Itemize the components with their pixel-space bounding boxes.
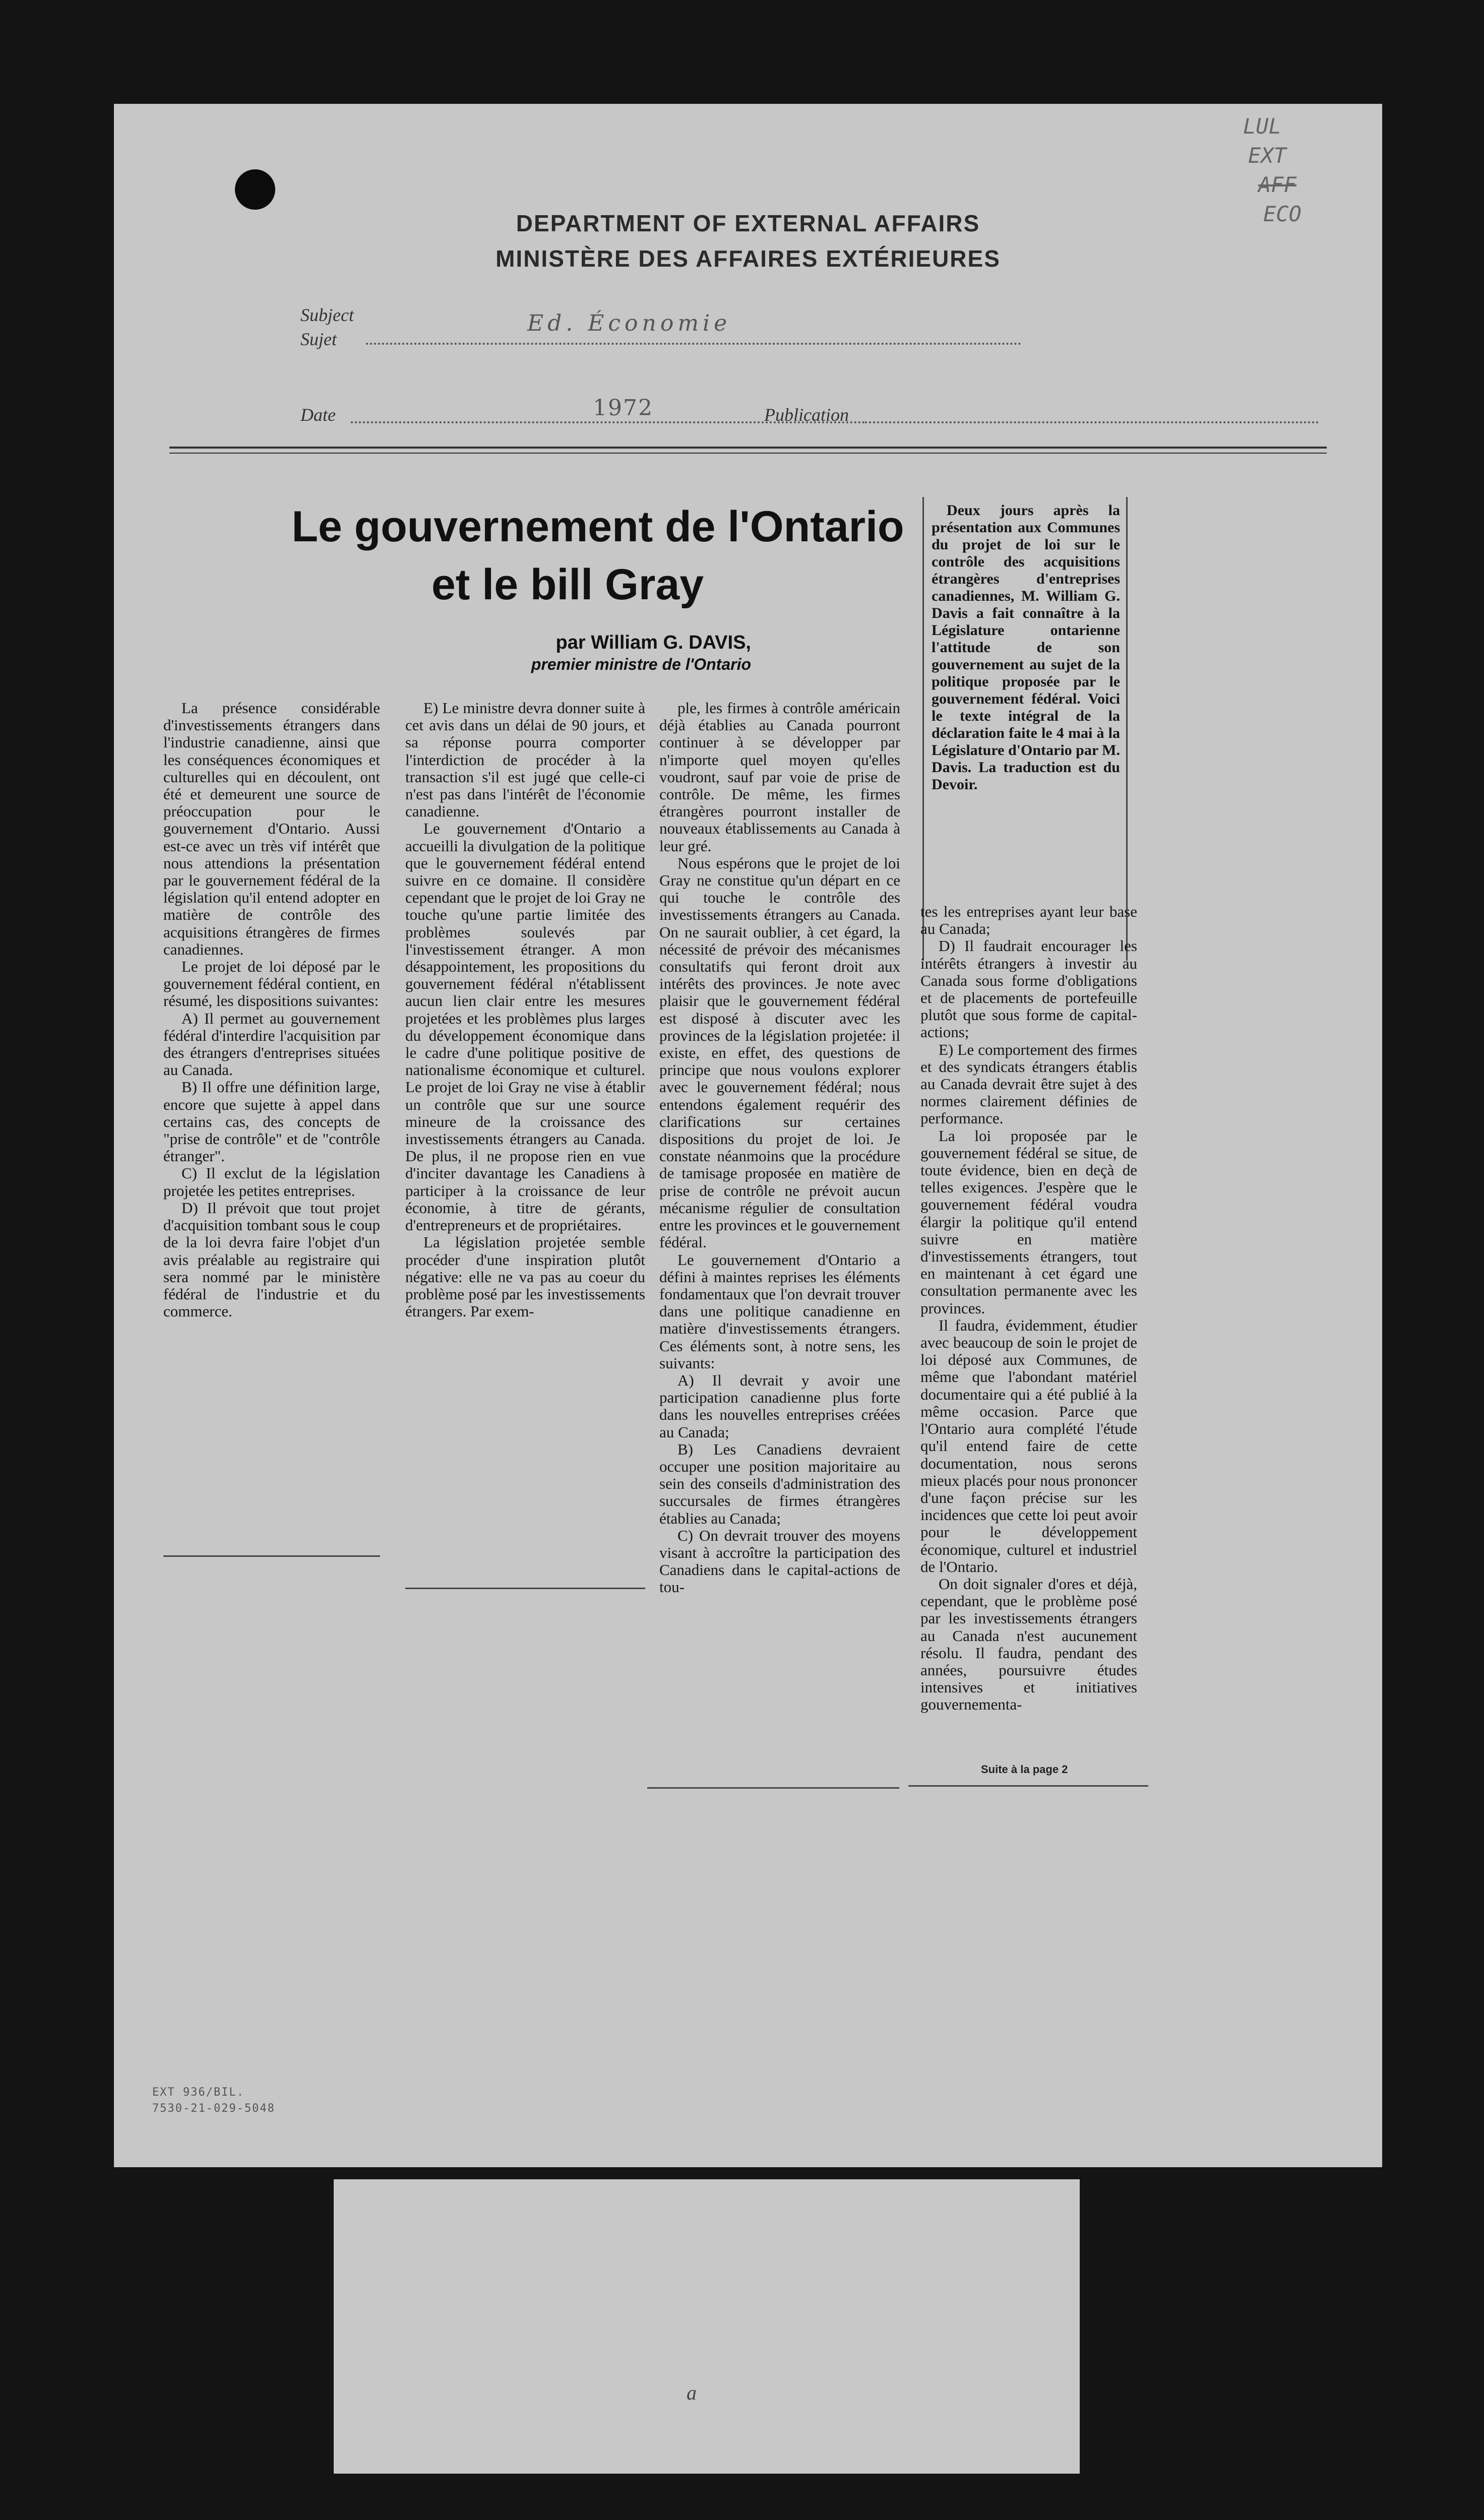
paragraph: tes les entreprises ayant leur base au Canada; (920, 903, 1137, 938)
byline: par William G. DAVIS, (555, 632, 751, 653)
subject-label-fr: Sujet (300, 329, 337, 349)
paragraph: Le gouvernement d'Ontario a accueilli la divulgation de la politique que le gouvernement fédéral entend suivre en ce domaine. Il considère cependant que le projet de loi Gray ne touche qu'une partie limitée des problèmes soulevés par l'investissement étranger. A mon désappointement, les propositions du gouvernement fédéral n'établissent aucun lien clair entre les mesures projetées et les problèmes plus larges du développement économique dans le cadre d'une politique positive de nationalisme économique et culturel. Le projet de loi Gray ne vise à établir un contrôle que sur une source mineure de la croissance des investissements étrangers au Canada. De plus, il ne propose rien en vue d'inciter davantage les Canadiens à participer à la croissance de leur économie, à titre de gérants, d'entrepreneurs et de propriétaires. (405, 820, 645, 1234)
paragraph: C) On devrait trouver des moyens visant à accroître la participation des Canadiens dans le capital-actions de tou- (659, 1526, 900, 1596)
paragraph: On doit signaler d'ores et déjà, cependant, que le problème posé par les investissements étrangers au Canada n'est aucunement résolu. Il faudra, pendant des années, poursuivre études intensives et initiatives gouvernementa- (920, 1574, 1137, 1714)
article-title-line2: et le bill Gray (431, 560, 704, 609)
intro-border-left (922, 497, 924, 961)
column-2 (405, 700, 645, 1577)
column-3 (659, 700, 900, 1884)
publication-label: Publication (764, 405, 849, 425)
paragraph: Le gouvernement d'Ontario a défini à maintes reprises les éléments fondamentaux que l'on devrait trouver dans une politique canadienne en matière d'investissements étrangers. Ces éléments sont, à notre sens, les suivants: (659, 1250, 900, 1372)
column-1 (163, 700, 380, 1551)
paragraph: Le projet de loi déposé par le gouvernement fédéral contient, en résumé, les dispositions suivantes: (163, 958, 380, 1010)
paragraph: B) Il offre une définition large, encore que sujette à appel dans certains cas, des concepts de "prise de contrôle" et de "contrôle étranger". (163, 1078, 380, 1165)
paragraph: B) Les Canadiens devraient occuper une position majoritaire au sein des conseils d'administration des succursales de firmes étrangères établies au Canada; (659, 1440, 900, 1527)
column-4-end-rule (908, 1785, 1148, 1787)
paragraph: E) Le comportement des firmes et des syndicats étrangers établis au Canada devrait être sujet à des normes clairement définies de performance. (920, 1040, 1137, 1127)
punch-hole (235, 169, 275, 210)
paragraph: C) Il exclut de la législation projetée les petites entreprises. (163, 1164, 380, 1200)
form-number (152, 2085, 275, 2117)
column-2-end-rule (405, 1588, 645, 1589)
publication-line (865, 421, 1319, 423)
header-rule (169, 447, 1327, 449)
lower-slip (334, 2179, 1080, 2474)
header-rule-thin (169, 453, 1327, 454)
paragraph: A) Il devrait y avoir une participation canadienne plus forte dans les nouvelles entreprises créées au Canada; (659, 1371, 900, 1441)
article-title-line1: Le gouvernement de l'Ontario (291, 502, 904, 551)
intro-border-right (1126, 497, 1128, 961)
intro-box (932, 502, 1120, 956)
paragraph: Il faudra, évidemment, étudier avec beaucoup de soin le projet de loi déposé aux Communes, de même que l'abondant matériel documentaire qui a été publié à la même occasion. Parce que l'Ontario aura complété l'étude qu'il entend faire de cette documentation, nous serons mieux placés pour nous prononcer d'une façon précise sur les incidences que cette loi peut avoir pour le développement économique, culturel et industriel de l'Ontario. (920, 1316, 1137, 1576)
column-4 (920, 903, 1137, 1760)
document-sheet (114, 104, 1382, 2167)
paragraph: ple, les firmes à contrôle américain déjà établies au Canada pourront continuer à se développer par n'importe quel moyen qu'elles voudront, sauf par voie de prise de contrôle. De même, les firmes étrangères pourront installer de nouveaux établissements au Canada à leur gré. (659, 700, 900, 855)
paragraph: D) Il prévoit que tout projet d'acquisition tombant sous le coup de la loi devra faire l'objet d'un avis préalable au registraire qui sera nommé par le ministère fédéral de l'industrie et du commerce. (163, 1199, 380, 1320)
slip-mark: a (687, 2381, 697, 2404)
paragraph: La loi proposée par le gouvernement fédéral se situe, de toute évidence, bien en deçà de telles exigences. J'espère que le gouvernement fédéral voudra élargir la politique qu'il entend suivre en matière d'investissements étrangers, tout en maintenant à cet égard une consultation permanente avec les provinces. (920, 1126, 1137, 1317)
column-3-end-rule (647, 1787, 899, 1789)
date-value: 1972 (593, 395, 653, 421)
form-number-line: EXT 936/BIL. (152, 2086, 244, 2099)
paragraph: La présence considérable d'investissements étrangers dans l'industrie canadienne, ainsi que les conséquences économiques et culturelles qui en découlent, ont été et demeurent une source de préoccupation pour le gouvernement d'Ontario. Aussi est-ce avec un très vif intérêt que nous attendions la présentation par le gouvernement fédéral de la législation qu'il entend adopter en matière de contrôle des acquisitions étrangères de firmes canadiennes. (163, 700, 380, 958)
continued-note: Suite à la page 2 (981, 1763, 1068, 1776)
subject-line (366, 343, 1021, 345)
corner-mark: AFF (1258, 172, 1296, 197)
subject-label-en: Subject (300, 305, 354, 325)
form-number-line: 7530-21-029-5048 (152, 2102, 275, 2115)
paragraph: A) Il permet au gouvernement fédéral d'interdire l'acquisition par des étrangers d'entreprises situées au Canada. (163, 1009, 380, 1079)
paragraph: Nous espérons que le projet de loi Gray ne constitue qu'un départ en ce qui touche le contrôle des investissements étrangers au Canada. On ne saurait oublier, à cet égard, la nécessité de prévoir des mécanismes consultatifs qui feront droit aux intérêts des provinces. Je note avec plaisir que le gouvernement fédéral est disposé à discuter avec les provinces de la législation projetée: il existe, en effet, des questions de principe que nous voulons explorer avec le gouvernement fédéral; nous entendons également requérir des clarifications sur certaines dispositions du projet de loi. Je constate néanmoins que la procédure de tamisage proposée en matière de prise de contrôle ne prévoit aucun mécanisme régulier de consultation entre les provinces et le gouvernement fédéral. (659, 854, 900, 1251)
corner-mark: LUL (1243, 114, 1281, 139)
corner-mark: EXT (1248, 143, 1286, 168)
paragraph: E) Le ministre devra donner suite à cet avis dans un délai de 90 jours, et sa réponse pourra comporter l'interdiction de procéder à la transaction s'il est jugé que celle-ci n'est pas dans l'intérêt de l'économie canadienne. (405, 700, 645, 821)
paragraph: D) Il faudrait encourager les intérêts étrangers à investir au Canada sous forme d'obligations et de placements de portefeuille plutôt que sous forme de capital-actions; (920, 937, 1137, 1041)
department-name-en: DEPARTMENT OF EXTERNAL AFFAIRS (516, 210, 980, 236)
column-1-end-rule (163, 1555, 380, 1557)
byline-role: premier ministre de l'Ontario (531, 655, 751, 673)
paragraph: La législation projetée semble procéder d'une inspiration plutôt négative: elle ne va pas au coeur du problème posé par les investissements étrangers. Par exem- (405, 1233, 645, 1320)
subject-handwritten: Ed. Économie (527, 310, 731, 336)
intro-text: Deux jours après la présentation aux Communes du projet de loi sur le contrôle des acquisitions étrangères d'entreprises canadiennes, M. William G. Davis a fait connaître à la Législature ontarienne l'attitude de son gouvernement au sujet de la politique proposée par le gouvernement fédéral. Voici le texte intégral de la déclaration faite le 4 mai à la Législature d'Ontario par M. Davis. La traduction est du Devoir. (932, 502, 1120, 793)
date-label: Date (300, 405, 336, 425)
department-name-fr: MINISTÈRE DES AFFAIRES EXTÉRIEURES (496, 245, 1001, 272)
corner-mark: ECO (1263, 202, 1302, 226)
